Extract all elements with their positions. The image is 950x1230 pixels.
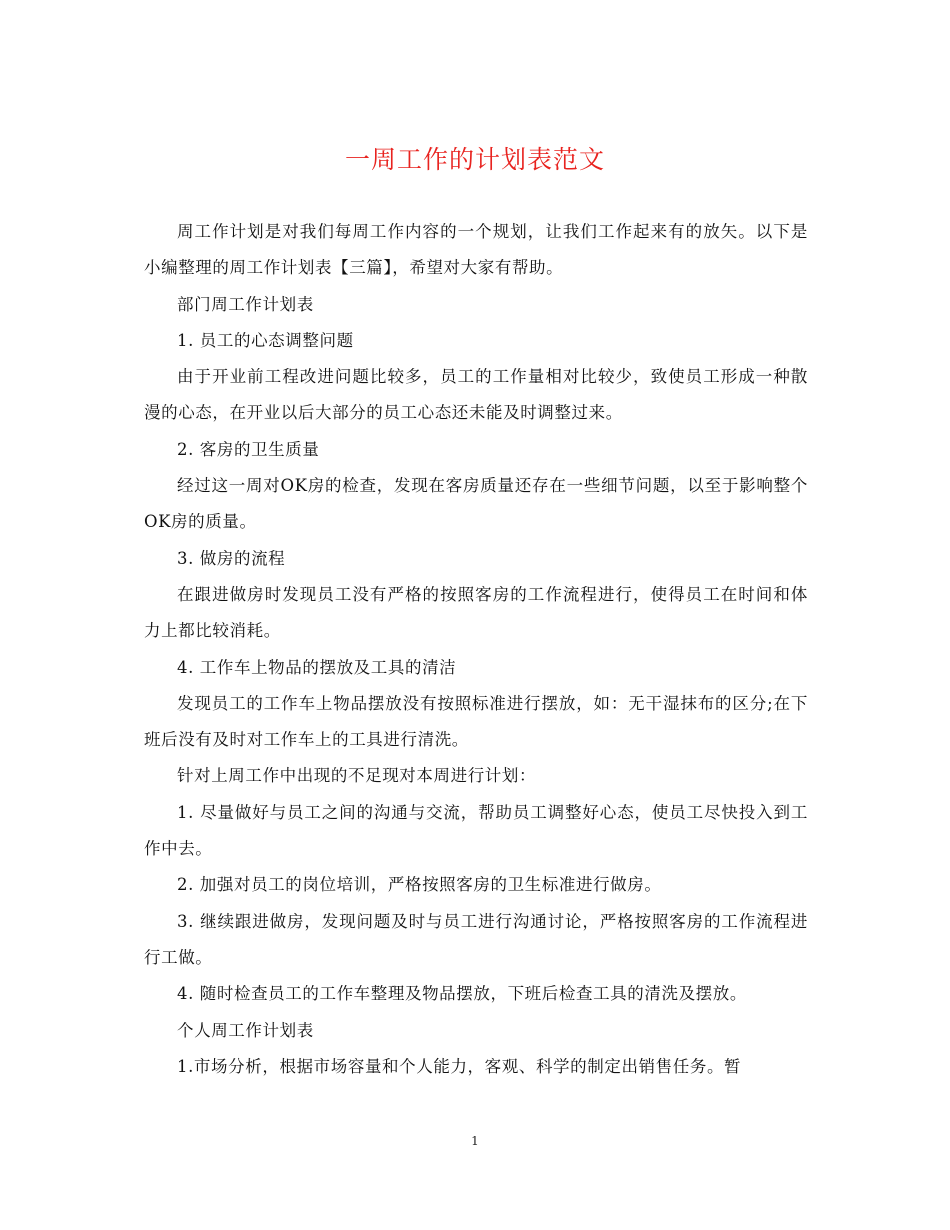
- list-item-heading: 2. 客房的卫生质量: [177, 439, 320, 459]
- list-item: 1. 尽量做好与员工之间的沟通与交流，帮助员工调整好心态，使员工尽快投入到工作中去。: [144, 802, 808, 859]
- paragraph: 发现员工的工作车上物品摆放没有按照标准进行摆放，如：无干湿抹布的区分;在下班后没有及时对工作车上的工具进行清洗。: [144, 693, 808, 750]
- section-heading: 部门周工作计划表: [177, 294, 314, 314]
- list-item: 2. 加强对员工的岗位培训，严格按照客房的卫生标准进行做房。: [177, 875, 662, 895]
- list-item: 4. 随时检查员工的工作车整理及物品摆放，下班后检查工具的清洗及摆放。: [177, 984, 747, 1004]
- list-item: 1.市场分析，根据市场容量和个人能力，客观、科学的制定出销售任务。暂: [177, 1056, 742, 1076]
- list-item: 3. 继续跟进做房，发现问题及时与员工进行沟通讨论，严格按照客房的工作流程进行工做。: [144, 911, 808, 967]
- list-item-heading: 4. 工作车上物品的摆放及工具的清洁: [177, 657, 457, 677]
- document-body: [144, 214, 808, 1085]
- section-heading: 个人周工作计划表: [177, 1020, 314, 1040]
- document-title: 一周工作的计划表范文: [344, 145, 605, 174]
- paragraph: 针对上周工作中出现的不足现对本周进行计划：: [177, 766, 537, 786]
- paragraph: 在跟进做房时发现员工没有严格的按照客房的工作流程进行，使得员工在时间和体力上都比较消耗。: [144, 584, 808, 641]
- list-item-heading: 1. 员工的心态调整问题: [177, 330, 354, 350]
- page-number: 1: [471, 1134, 479, 1148]
- paragraph: 周工作计划是对我们每周工作内容的一个规划，让我们工作起来有的放矢。以下是小编整理的周工作计划表【三篇】，希望对大家有帮助。: [144, 222, 808, 278]
- paragraph: 由于开业前工程改进问题比较多，员工的工作量相对比较少，致使员工形成一种散漫的心态，在开业以后大部分的员工心态还未能及时调整过来。: [144, 367, 808, 423]
- list-item-heading: 3. 做房的流程: [177, 548, 286, 568]
- paragraph: 经过这一周对OK房的检查，发现在客房质量还存在一些细节问题，以至于影响整个OK房的质量。: [144, 476, 808, 532]
